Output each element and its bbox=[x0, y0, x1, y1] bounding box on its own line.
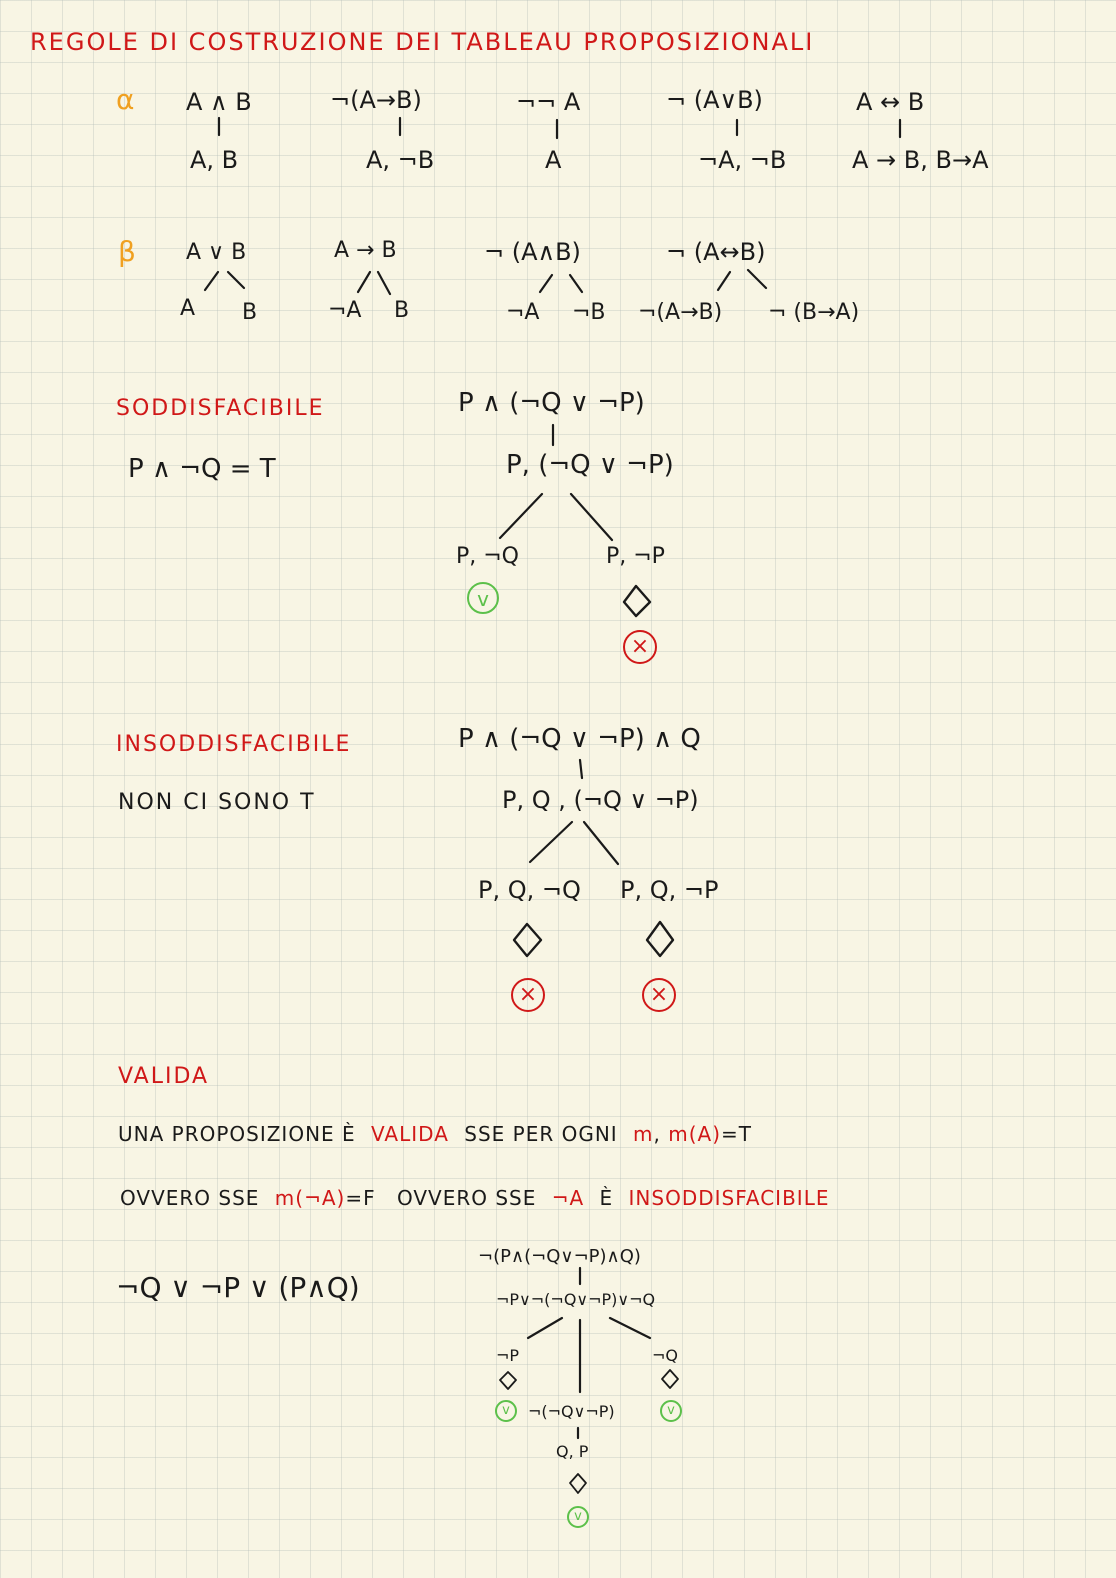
sat-right-leaf: P, ¬P bbox=[606, 544, 665, 569]
page-title: REGOLE DI COSTRUZIONE DEI TABLEAU PROPOSIZIONALI bbox=[30, 28, 815, 56]
open-branch-check-icon bbox=[467, 582, 499, 614]
definition-text: =T bbox=[721, 1122, 753, 1146]
definition-text: =F bbox=[345, 1186, 376, 1210]
alpha-rule-bottom: A bbox=[545, 146, 562, 174]
unsat-left-leaf: P, Q, ¬Q bbox=[478, 876, 581, 904]
closed-diamond bbox=[647, 922, 673, 956]
open-symbol: v bbox=[574, 1509, 582, 1524]
alpha-symbol: α bbox=[116, 83, 135, 116]
beta-rule-top: A → B bbox=[334, 238, 397, 263]
closed-diamond bbox=[514, 924, 541, 956]
unsat-root: P ∧ (¬Q ∨ ¬P) ∧ Q bbox=[458, 724, 701, 754]
valid-left: ¬P bbox=[496, 1346, 520, 1365]
beta-rule-right: B bbox=[242, 300, 258, 325]
definition-text: , bbox=[653, 1122, 669, 1146]
open-branch-check-icon bbox=[495, 1400, 517, 1422]
open-branch-check-icon bbox=[567, 1506, 589, 1528]
definition-model: m bbox=[633, 1122, 654, 1146]
unsat-note: NON CI SONO T bbox=[118, 790, 316, 815]
open-symbol: v bbox=[477, 587, 489, 611]
sat-heading: SODDISFACIBILE bbox=[116, 396, 325, 421]
valid-middle: ¬(¬Q∨¬P) bbox=[528, 1402, 615, 1421]
unsat-right-leaf: P, Q, ¬P bbox=[620, 876, 719, 904]
beta-rule-right: ¬B bbox=[572, 300, 606, 325]
valid-middle-child: Q, P bbox=[556, 1442, 589, 1461]
closed-branch-cross-icon bbox=[623, 630, 657, 664]
definition-model-expr: m(A) bbox=[668, 1122, 722, 1146]
alpha-rule-top: ¬¬ A bbox=[516, 88, 581, 116]
beta-symbol: β bbox=[118, 235, 136, 268]
sat-step: P, (¬Q ∨ ¬P) bbox=[506, 450, 674, 480]
closed-branch-cross-icon bbox=[642, 978, 676, 1012]
open-symbol: v bbox=[667, 1403, 675, 1418]
alpha-rule-bottom: ¬A, ¬B bbox=[698, 146, 787, 174]
closed-symbol: × bbox=[649, 982, 669, 1007]
definition-text: UNA PROPOSIZIONE È bbox=[118, 1122, 356, 1146]
alpha-rule-top: A ∧ B bbox=[186, 88, 252, 116]
alpha-rule-bottom: A → B, B→A bbox=[852, 146, 989, 174]
open-branch-check-icon bbox=[660, 1400, 682, 1422]
sat-note: P ∧ ¬Q = T bbox=[128, 454, 276, 484]
closed-symbol: × bbox=[630, 634, 650, 659]
sat-left-leaf: P, ¬Q bbox=[456, 544, 520, 569]
closed-diamond bbox=[624, 586, 650, 616]
definition-text: SSE PER OGNI bbox=[464, 1122, 618, 1146]
definition-negation: ¬A bbox=[551, 1186, 585, 1210]
beta-rule-top: ¬ (A↔B) bbox=[666, 238, 766, 266]
valid-formula: ¬Q ∨ ¬P ∨ (P∧Q) bbox=[116, 1271, 360, 1304]
alpha-rule-bottom: A, B bbox=[190, 146, 239, 174]
definition-model-expr: m(¬A) bbox=[274, 1186, 346, 1210]
alpha-rule-top: ¬ (A∨B) bbox=[666, 86, 763, 114]
definition-text: È bbox=[599, 1186, 614, 1210]
valid-root: ¬(P∧(¬Q∨¬P)∧Q) bbox=[478, 1246, 641, 1267]
alpha-rule-top: A ↔ B bbox=[856, 88, 925, 116]
beta-rule-top: A ∨ B bbox=[186, 240, 247, 265]
beta-rule-right: B bbox=[394, 298, 410, 323]
beta-rule-top: ¬ (A∧B) bbox=[484, 238, 581, 266]
beta-rule-left: ¬A bbox=[506, 300, 540, 325]
definition-text: OVVERO SSE bbox=[396, 1186, 537, 1210]
alpha-rule-bottom: A, ¬B bbox=[366, 146, 435, 174]
beta-rule-left: ¬A bbox=[328, 298, 362, 323]
unsat-step: P, Q , (¬Q ∨ ¬P) bbox=[502, 786, 699, 814]
open-symbol: v bbox=[502, 1403, 510, 1418]
definition-keyword: INSODDISFACIBILE bbox=[628, 1186, 830, 1210]
closed-branch-cross-icon bbox=[511, 978, 545, 1012]
beta-rule-left: ¬(A→B) bbox=[638, 300, 723, 325]
alpha-rule-top: ¬(A→B) bbox=[330, 86, 422, 114]
definition-text: OVVERO SSE bbox=[120, 1186, 260, 1210]
closed-symbol: × bbox=[518, 982, 538, 1007]
unsat-heading: INSODDISFACIBILE bbox=[116, 732, 352, 757]
beta-rule-left: A bbox=[180, 296, 196, 321]
valid-right: ¬Q bbox=[652, 1346, 678, 1365]
definition-keyword: VALIDA bbox=[371, 1122, 449, 1146]
valid-step: ¬P∨¬(¬Q∨¬P)∨¬Q bbox=[496, 1290, 656, 1309]
valid-heading: VALIDA bbox=[118, 1064, 210, 1089]
beta-rule-right: ¬ (B→A) bbox=[768, 300, 860, 325]
sat-root: P ∧ (¬Q ∨ ¬P) bbox=[458, 388, 645, 418]
